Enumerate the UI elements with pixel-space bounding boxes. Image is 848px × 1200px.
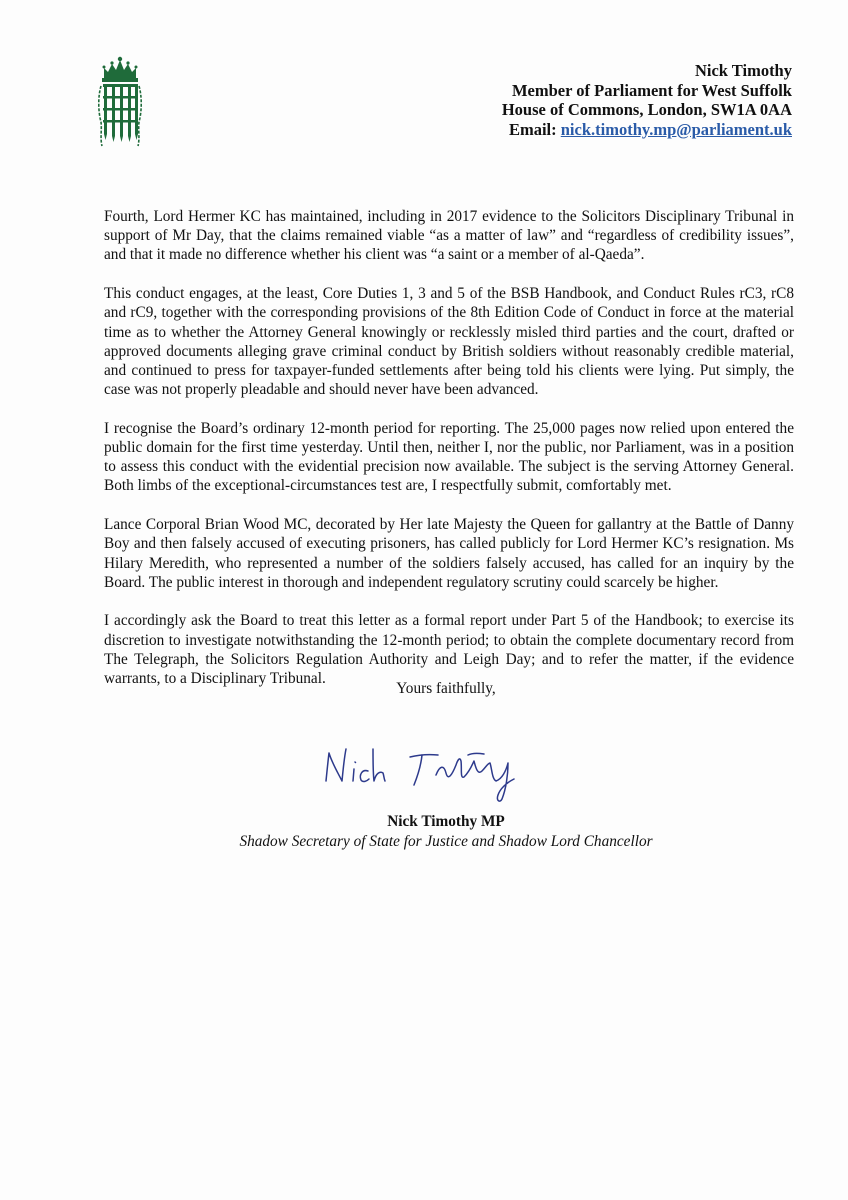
signatory-name: Nick Timothy MP [387,813,505,830]
closing-salutation: Yours faithfully, [396,680,496,697]
sender-name: Nick Timothy [694,61,792,80]
signatory-role: Shadow Secretary of State for Justice and Shadow Lord Chancellor [239,833,653,850]
portcullis-logo-icon [98,56,142,150]
paragraph: I accordingly ask the Board to treat this letter as a formal report under Part 5 of the Handbook; to exercise its discretion to investigate notwithstanding the 12-month period; to obtain the complete documentary record from The Telegraph, the Solicitors Regulation Authority and Leigh Day; and to refer the matter, if the evidence warrants, to a Disciplinary Tribunal. [104,612,794,688]
letterhead [502,61,792,139]
sender-email-line [502,120,792,140]
paragraph: Lance Corporal Brian Wood MC, decorated by Her late Majesty the Queen for gallantry at the Battle of Danny Boy and then falsely accused of executing prisoners, has called publicly for Lord Hermer KC’s resignation. Ms Hilary Meredith, who represented a number of the soldiers falsely accused, has called for an inquiry by the Board. The public interest in thorough and independent regulatory scrutiny could scarcely be higher. [104,516,794,591]
paragraph: Fourth, Lord Hermer KC has maintained, including in 2017 evidence to the Solicitors Disciplinary Tribunal in support of Mr Day, that the claims remained viable “as a matter of law” and “regardless of credibility issues”, and that it made no difference whether his client was “a saint or a member of al-Qaeda”. [104,208,794,264]
sender-position: Member of Parliament for West Suffolk [511,80,792,100]
email-label: Email: [508,119,557,139]
email-link[interactable]: nick.timothy.mp@parliament.uk [560,119,792,139]
signatory-block [0,812,848,852]
paragraph: This conduct engages, at the least, Core Duties 1, 3 and 5 of the BSB Handbook, and Conduct Rules rC3, rC8 and rC9, together with the corresponding provisions of the 8th Edition Code of Conduct in force at the material time as to whether the Attorney General knowingly or recklessly misled third parties and the court, drafted or approved documents alleging grave criminal conduct by British soldiers without reasonably credible material, and continued to press for taxpayer-funded settlements after being told his clients were lying. Put simply, the case was not properly pleadable and should never have been advanced. [104,285,794,399]
handwritten-signature [318,735,544,805]
paragraph: I recognise the Board’s ordinary 12-month period for reporting. The 25,000 pages now relied upon entered the public domain for the first time yesterday. Until then, neither I, nor the public, nor Parliament, was in a position to assess this conduct with the evidential precision now available. The subject is the serving Attorney General. Both limbs of the exceptional-circumstances test are, I respectfully submit, comfortably met. [104,419,794,495]
sender-address: House of Commons, London, SW1A 0AA [501,100,792,119]
letter-body [104,207,794,708]
